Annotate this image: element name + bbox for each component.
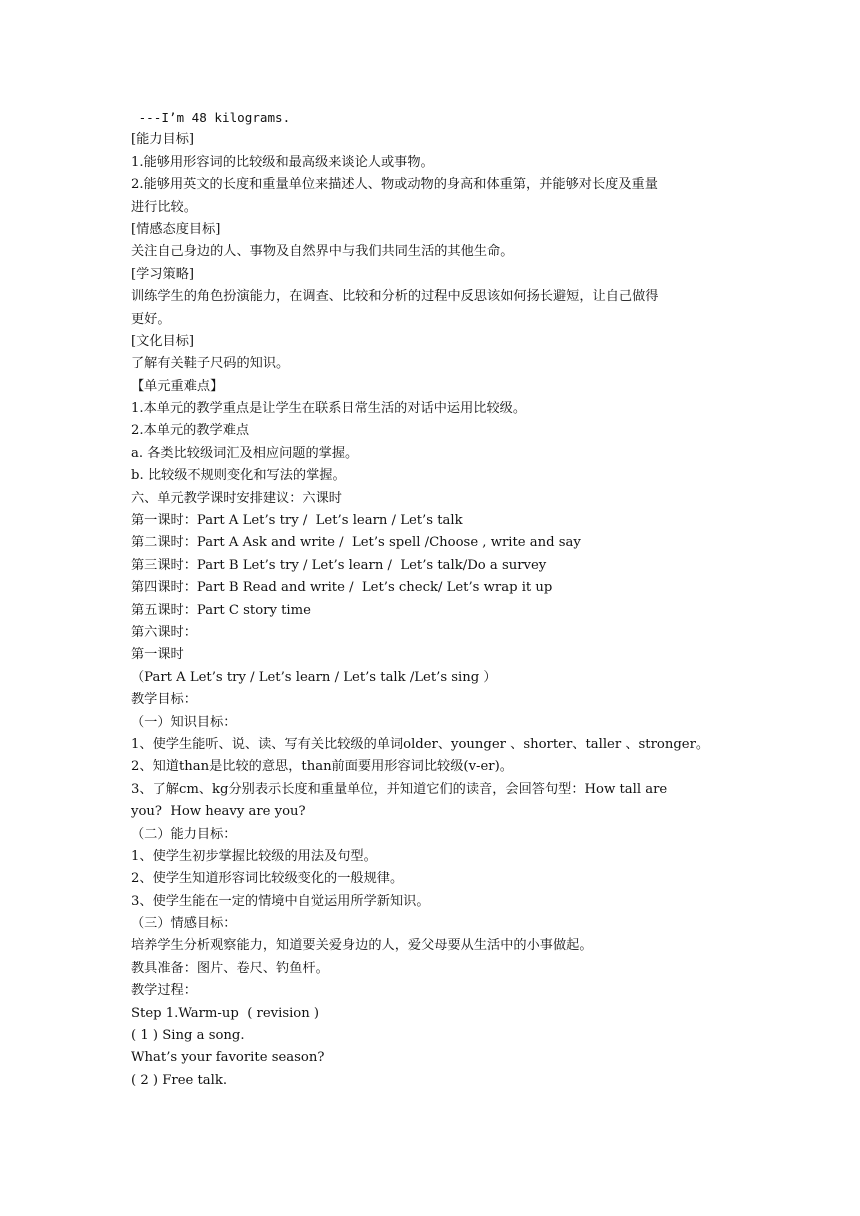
text-line: 第二课时：Part A Ask and write / Let’s spell /Choose , write and say [131,535,581,551]
document-body [131,107,731,1092]
text-line: 第一课时：Part A Let’s try / Let’s learn / Let’s talk [131,513,463,529]
text-line: 3、使学生能在一定的情境中自觉运用所学新知识。 [131,893,430,909]
text-line: b. 比较级不规则变化和写法的掌握。 [131,468,346,484]
section-heading: 第一课时 [131,647,184,663]
section-heading: （三）情感目标： [131,916,237,932]
text-line: 1.能够用形容词的比较级和最高级来谈论人或事物。 [131,154,434,170]
text-line: 教具准备：图片、卷尺、钓鱼杆。 [131,960,329,976]
text-line: 3、了解cm、kg分别表示长度和重量单位，并知道它们的读音，会回答句型：How tall are [131,781,668,797]
text-line: 培养学生分析观察能力，知道要关爱身边的人，爱父母要从生活中的小事做起。 [131,938,593,954]
text-line: ( 2 ) Free talk. [131,1072,228,1088]
section-heading: 【单元重难点】 [131,378,224,394]
text-line: 2、知道than是比较的意思，than前面要用形容词比较级(v-er)。 [131,759,513,775]
text-line: 更好。 [131,311,171,327]
section-heading: [情感态度目标] [131,221,221,237]
text-line: 2、使学生知道形容词比较级变化的一般规律。 [131,871,404,887]
text-line: 第三课时：Part B Let’s try / Let’s learn / Let’s talk/Do a survey [131,557,547,573]
section-heading: 六、单元教学课时安排建议：六课时 [131,490,342,506]
text-line: 1.本单元的教学重点是让学生在联系日常生活的对话中运用比较级。 [131,401,527,417]
section-heading: 教学过程： [131,983,197,999]
text-line: ( 1 ) Sing a song. [131,1028,245,1044]
text-line: you? How heavy are you? [131,804,306,820]
text-line: What’s your favorite season? [131,1050,325,1066]
section-heading: [文化目标] [131,333,195,349]
text-line: a. 各类比较级词汇及相应问题的掌握。 [131,445,359,461]
text-line: 了解有关鞋子尺码的知识。 [131,356,290,372]
text-line: 第五课时：Part C story time [131,602,311,618]
text-line: 1、使学生初步掌握比较级的用法及句型。 [131,848,377,864]
text-line: ---I’m 48 kilograms. [131,110,291,125]
section-heading: （二）能力目标： [131,826,237,842]
section-heading: 教学目标： [131,692,197,708]
text-line: 1、使学生能听、说、读、写有关比较级的单词older、younger 、shorter、taller 、stronger。 [131,736,710,752]
text-line: 进行比较。 [131,199,197,215]
text-line: 关注自己身边的人、事物及自然界中与我们共同生活的其他生命。 [131,244,514,260]
text-line: 训练学生的角色扮演能力，在调查、比较和分析的过程中反思该如何扬长避短，让自己做得 [131,289,659,305]
text-line: 第六课时： [131,624,197,640]
text-line: （Part A Let’s try / Let’s learn / Let’s talk /Let’s sing ） [131,669,497,685]
text-line: Step 1.Warm-up ( revision ) [131,1005,320,1021]
section-heading: [能力目标] [131,132,195,148]
text-line: 2.本单元的教学难点 [131,423,250,439]
text-line: 第四课时：Part B Read and write / Let’s check/ Let’s wrap it up [131,580,553,596]
text-line: 2.能够用英文的长度和重量单位来描述人、物或动物的身高和体重第，并能够对长度及重量 [131,177,658,193]
section-heading: （一）知识目标： [131,714,237,730]
section-heading: [学习策略] [131,266,195,282]
